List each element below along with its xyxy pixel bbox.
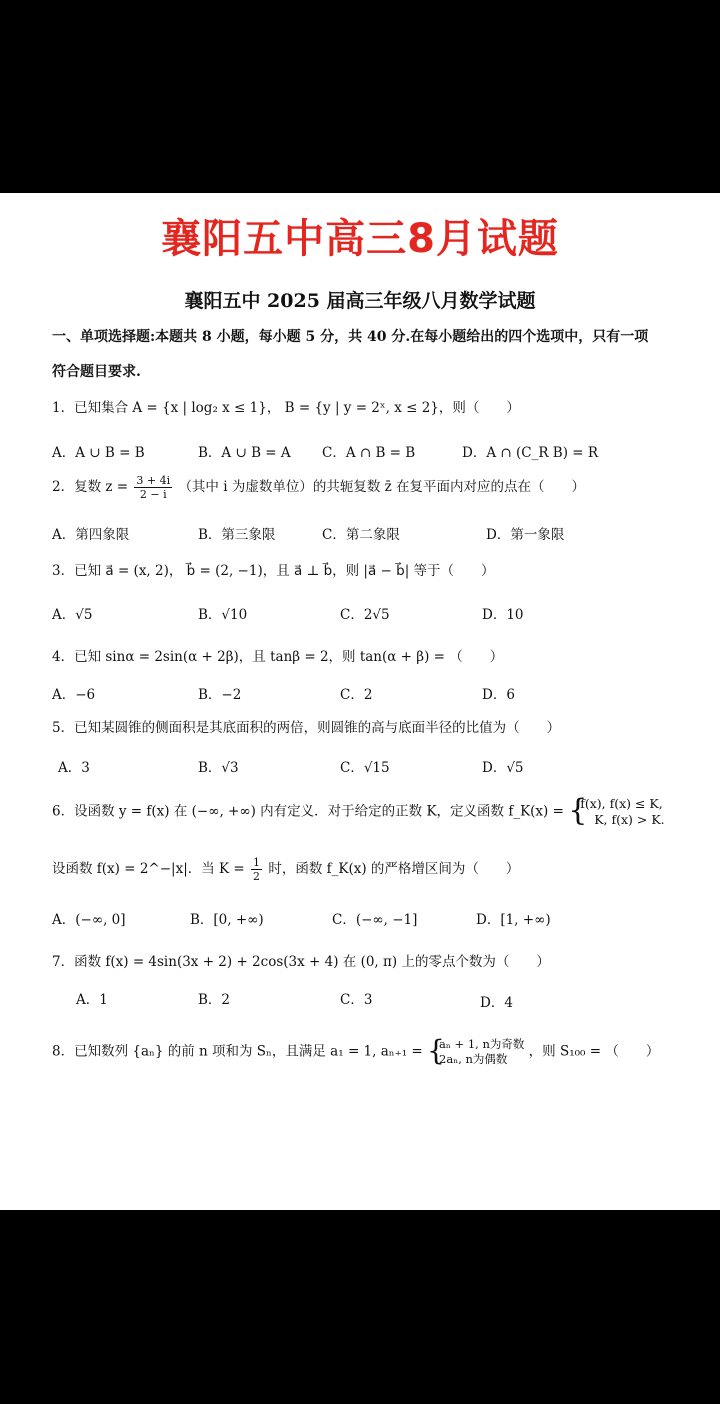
q8-case-2: 2aₙ, n为偶数 — [439, 1052, 508, 1066]
q8-stem-pre: 8．已知数列 {aₙ} 的前 n 项和为 Sₙ，且满足 a₁ = 1, aₙ₊₁ = — [52, 1043, 423, 1060]
q4-option-a: A．−6 — [52, 687, 96, 703]
q6-stem — [52, 793, 665, 828]
q7-option-d: D．4 — [480, 995, 513, 1011]
q2-stem — [52, 474, 585, 501]
q2-option-a: A．第四象限 — [52, 527, 130, 543]
q2-option-b: B．第三象限 — [198, 527, 276, 543]
q2-fraction-numerator: 3 + 4i — [136, 474, 171, 487]
q4-option-b: B．−2 — [198, 687, 242, 703]
q3-option-c: C．2√5 — [340, 607, 390, 623]
q1-option-d: D．A ∩ (C_R B) = R — [462, 445, 599, 461]
q1-option-a: A．A ∪ B = B — [52, 445, 145, 461]
q1-option-b: B．A ∪ B = A — [198, 445, 291, 461]
q5-option-d: D．√5 — [482, 760, 524, 776]
q6-stem-text: 6．设函数 y = f(x) 在 (−∞, +∞) 内有定义．对于给定的正数 K，定义函数 f_K(x) = — [52, 803, 564, 820]
q2-stem-pre: 2．复数 z = — [52, 479, 129, 495]
q8-brace: { — [427, 1034, 445, 1067]
q6-case-1: f(x), f(x) ≤ K, — [580, 796, 663, 811]
q5-option-c: C．√15 — [340, 760, 390, 776]
q4-option-c: C．2 — [340, 687, 373, 703]
exam-title: 襄阳五中 2025 届高三年级八月数学试题 — [184, 290, 536, 312]
q6-line2-pre: 设函数 f(x) = 2^−|x|．当 K = — [52, 861, 245, 877]
q6-piecewise — [568, 793, 665, 828]
q1-option-c: C．A ∩ B = B — [322, 445, 416, 461]
q6-k-fraction — [251, 856, 262, 883]
q1-stem: 1．已知集合 A = {x | log₂ x ≤ 1}， B = {y | y = 2ˣ, x ≤ 2}，则（ ） — [52, 400, 520, 416]
q2-stem-post: （其中 i 为虚数单位）的共轭复数 z̄ 在复平面内对应的点在（ ） — [178, 479, 586, 495]
q7-option-c: C．3 — [340, 992, 373, 1008]
q5-option-a: A．3 — [58, 760, 90, 776]
q6-case-2: K, f(x) > K. — [594, 812, 665, 827]
q6-line2-post: 时，函数 f_K(x) 的严格增区间为（ ） — [268, 861, 520, 877]
section-heading-line1: 一、单项选择题:本题共 8 小题，每小题 5 分，共 40 分.在每小题给出的四个选项中，只有一项 — [52, 329, 649, 345]
banner-title: 襄阳五中高三8月试题 — [161, 216, 559, 262]
q6-line2 — [52, 856, 519, 883]
q7-option-b: B．2 — [198, 992, 231, 1008]
exam-page — [0, 193, 720, 1210]
q3-stem: 3．已知 a⃗ = (x, 2)， b⃗ = (2, −1)，且 a⃗ ⊥ b⃗，则 |a⃗ − b⃗| 等于（ ） — [52, 563, 495, 579]
q6-option-b: B．[0, +∞) — [190, 912, 264, 928]
q2-fraction-denominator: 2 − i — [139, 488, 167, 501]
q2-option-c: C．第二象限 — [322, 527, 400, 543]
q5-stem: 5．已知某圆锥的侧面积是其底面积的两倍，则圆锥的高与底面半径的比值为（ ） — [52, 720, 561, 736]
q6-k-denominator: 2 — [253, 870, 261, 883]
q4-option-d: D．6 — [482, 687, 515, 703]
q8-stem — [52, 1034, 660, 1067]
q2-option-d: D．第一象限 — [486, 527, 565, 543]
q8-piecewise — [427, 1034, 525, 1067]
q7-stem: 7．函数 f(x) = 4sin(3x + 2) + 2cos(3x + 4) 在 (0, π) 上的零点个数为（ ） — [52, 954, 550, 970]
q6-option-c: C．(−∞, −1] — [332, 912, 418, 928]
q8-stem-post: ，则 S₁₀₀ = （ ） — [528, 1043, 660, 1060]
q4-stem: 4．已知 sinα = 2sin(α + 2β)，且 tanβ = 2，则 tan(α + β) = （ ） — [52, 649, 504, 665]
section-heading-line2: 符合题目要求. — [52, 364, 141, 380]
q2-fraction — [134, 474, 172, 501]
q3-option-b: B．√10 — [198, 607, 248, 623]
q6-k-numerator: 1 — [253, 856, 261, 869]
q6-option-d: D．[1, +∞) — [476, 912, 551, 928]
q3-option-a: A．√5 — [52, 607, 93, 623]
q3-option-d: D．10 — [482, 607, 524, 623]
q8-case-1: aₙ + 1, n为奇数 — [439, 1037, 525, 1051]
q6-brace: { — [568, 793, 588, 828]
q7-option-a: A．1 — [76, 992, 108, 1008]
q6-option-a: A．(−∞, 0] — [52, 912, 126, 928]
q5-option-b: B．√3 — [198, 760, 239, 776]
